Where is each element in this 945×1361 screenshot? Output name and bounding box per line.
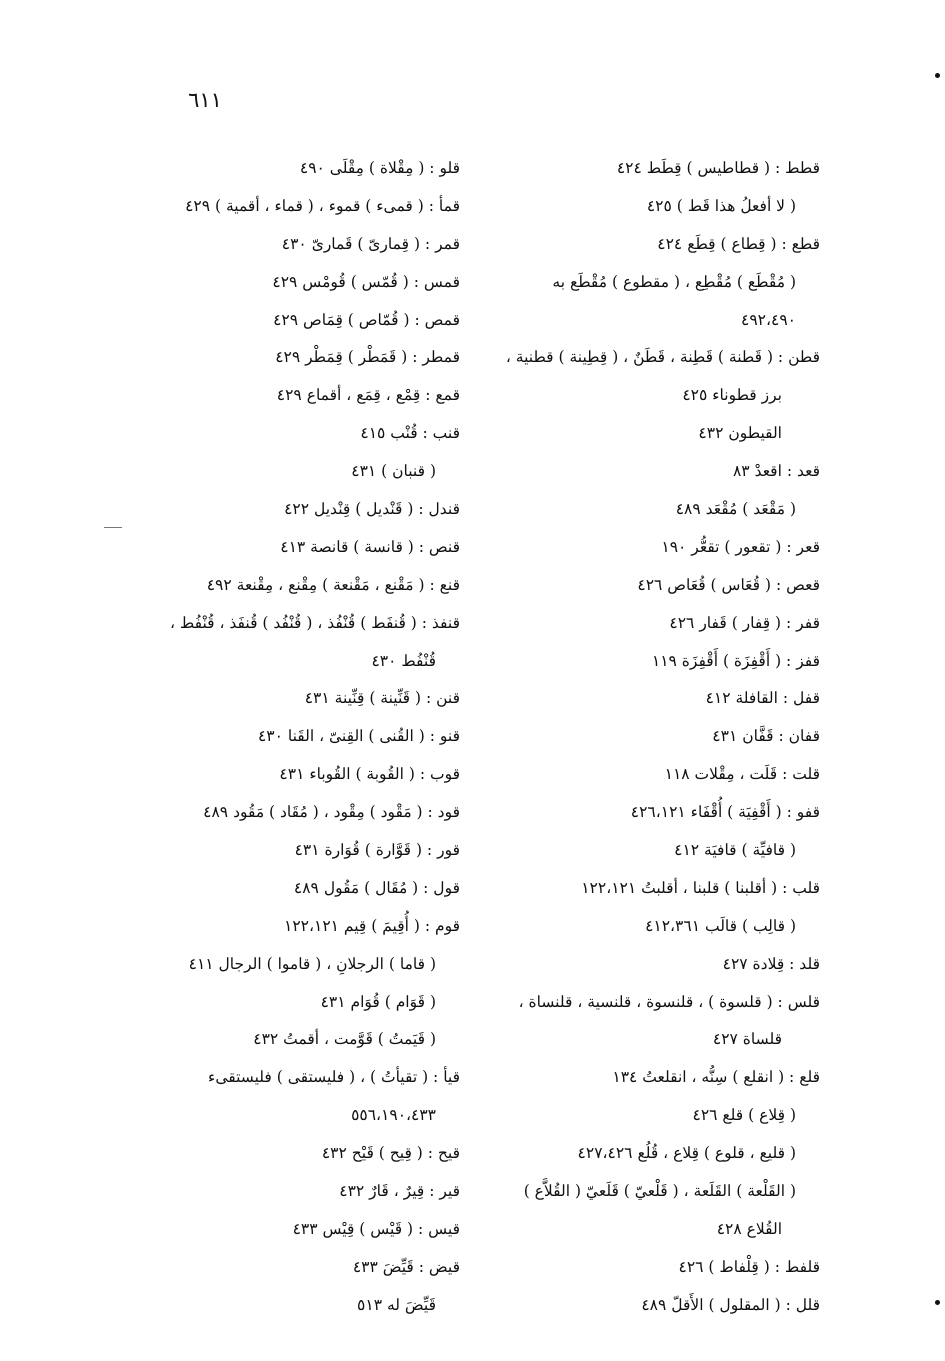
index-entry: قلع : ( انقلع ) سِنُّه ، انقلعتُ ١٣٤ — [612, 1068, 820, 1087]
index-entry: قفو : ( أَقْفِيَة ) أُقْفَاء ٤٢٦،١٢١ — [630, 803, 820, 822]
index-entry: قفز : ( أَقْفِزَة ) أَقْفِزَة ١١٩ — [651, 651, 820, 670]
index-entry: قوم : ( أُقِيمَ ) قِيم ١٢٢،١٢١ — [284, 916, 460, 935]
index-entry: ٤٩٢،٤٩٠ — [741, 310, 796, 329]
index-entry: ٥٥٦،١٩٠،٤٣٣ — [351, 1106, 436, 1125]
index-entry: قول : ( مُقَال ) مَقُول ٤٨٩ — [293, 878, 460, 897]
index-entry: ( قافيِّة ) قافيَة ٤١٢ — [674, 841, 796, 860]
index-entry: قنفذ : ( قُنفَط ) قُنْفُذ ، ( قُنْفُد ) قُنفَذ ، قُنْفُط ، — [169, 613, 460, 632]
index-entry: قنع : ( مَقْنع ، مَقْنعة ) مِقْنع ، مِقْنعة ٤٩٢ — [206, 575, 460, 594]
index-column-left — [140, 150, 460, 1325]
index-entry: القيطون ٤٣٢ — [698, 424, 782, 443]
index-entry: قُنْفُط ٤٣٠ — [371, 651, 436, 670]
index-entry: قفل : القافلة ٤١٢ — [705, 689, 820, 708]
index-entry: ( قاما ) الرجلانِ ، ( قاموا ) الرجال ٤١١ — [188, 954, 436, 973]
index-entry: قود : ( مَقْود ) مِقْود ، ( مُقَاد ) مَقُود ٤٨٩ — [203, 803, 460, 822]
index-entry: قلت : قَلَت ، مِقْلات ١١٨ — [664, 765, 820, 784]
index-entry: القُلاع ٤٢٨ — [716, 1219, 782, 1238]
index-entry: ( قِلاع ) قلع ٤٢٦ — [692, 1106, 796, 1125]
index-entry: قمطر : ( قَمَطْر ) قِمَطْر ٤٢٩ — [275, 348, 460, 367]
index-entry: قيس : ( قَيْس ) قِيْس ٤٣٣ — [292, 1219, 460, 1238]
index-entry: قنن : ( قَنِّينة ) قِنِّينة ٤٣١ — [304, 689, 460, 708]
index-entry: ( قَوَام ) قُوَام ٤٣١ — [320, 992, 436, 1011]
index-entry: ( قَيَمتُ ) قَوَّمت ، أقمتُ ٤٣٢ — [253, 1030, 436, 1049]
index-entry: قمر : ( قِمارىّ ) قَمارىّ ٤٣٠ — [281, 234, 460, 253]
index-entry: قلب : ( أقلبنا ) قلبنا ، أقلبتُ ١٢٢،١٢١ — [581, 878, 820, 897]
index-entry: ( قالِب ) قالَب ٤١٢،٣٦١ — [645, 916, 796, 935]
index-entry: قعد : اقعدْ ٨٣ — [732, 462, 820, 481]
index-entry: قلس : ( قلسوة ) ، قلنسوة ، قلنسية ، قلنساة ، — [518, 992, 820, 1011]
index-entry: قلو : ( مِقْلاة ) مِقْلَى ٤٩٠ — [299, 159, 460, 177]
index-entry: قعص : ( قُعَاس ) قُعَاص ٤٢٦ — [637, 575, 820, 594]
index-entry: قعر : ( تقعور ) تقعُّر ١٩٠ — [661, 537, 820, 556]
index-entry: قوب : ( القُوبة ) القُوباء ٤٣١ — [279, 765, 460, 784]
index-column-right — [500, 150, 820, 1325]
index-entry: قندل : ( قَنْديل ) قِنْديل ٤٢٢ — [284, 500, 460, 519]
index-entry: ( القَلْعة ) القَلَعة ، ( قَلْعيّ ) قَلَعيّ ( القُلاَّع ) — [523, 1182, 796, 1201]
index-entry: برز قطوناء ٤٢٥ — [682, 386, 782, 405]
index-entry: قطع : ( قِطاع ) قِطَع ٤٢٤ — [657, 234, 820, 253]
index-entry: قطن : ( قَطنة ) قَطِنة ، قَطَنٌ ، ( قِطِينة ) قطنية ، — [505, 348, 820, 367]
index-entry: قمس : ( قُمّس ) قُومْس ٤٢٩ — [272, 272, 460, 291]
index-entry: قلل : ( المقلول ) الأَقلّ ٤٨٩ — [641, 1295, 820, 1314]
index-entry: قَيِّضَ له ٥١٣ — [357, 1295, 436, 1314]
index-entry: قنب : قُنْب ٤١٥ — [360, 424, 460, 443]
index-entry: قمص : ( قُمّاص ) قِمَاص ٤٢٩ — [273, 310, 460, 329]
page-number: ٦١١ — [188, 88, 222, 112]
margin-mark-bottom — [935, 1300, 940, 1305]
index-entry: قيض : قَيِّضَ ٤٣٣ — [352, 1257, 460, 1276]
index-entry: ( مُقْطَع ) مُقْطِع ، ( مقطوع ) مُقْطَع به — [552, 272, 796, 291]
index-entry: قفان : قَفَّان ٤٣١ — [712, 727, 820, 746]
index-entry: قيح : ( قِيح ) قَيْح ٤٣٢ — [321, 1144, 460, 1163]
index-entry: ( قليع ، قلوع ) قِلاع ، قُلُع ٤٢٧،٤٢٦ — [577, 1144, 796, 1163]
index-entry: قلد : قِلادة ٤٢٧ — [722, 954, 820, 973]
index-entry: قلساة ٤٢٧ — [712, 1030, 782, 1049]
index-entry: ( مَقْعَد ) مُقْعَد ٤٨٩ — [675, 500, 796, 519]
index-entry: ( لا أفعلُ هذا قَط ) ٤٢٥ — [646, 196, 796, 215]
index-entry: قمأ : ( قمىء ) قموء ، ( قماء ، أقمية ) ٤٢٩ — [185, 196, 460, 215]
margin-mark-top — [935, 73, 940, 78]
margin-rule — [104, 527, 122, 528]
index-entry: قطط : ( قطاطيس ) قِطَط ٤٢٤ — [616, 159, 820, 177]
index-entry: قور : ( قَوَّارة ) قُوَارة ٤٣١ — [294, 841, 460, 860]
index-entry: قيأ : ( تقيأتُ ) ، ( فليستقى ) فليستقىء — [208, 1068, 460, 1087]
index-entry: قنو : ( القُنى ) القِنىّ ، القَنا ٤٣٠ — [257, 727, 460, 746]
index-entry: قير : قِيرٌ ، قَارٌ ٤٣٢ — [339, 1182, 460, 1201]
index-entry: قلفط : ( قِلْفاط ) ٤٢٦ — [678, 1257, 820, 1276]
index-entry: قنص : ( قانسة ) قانصة ٤١٣ — [280, 537, 460, 556]
index-entry: قمع : قِمْع ، قِمَع ، أقماع ٤٢٩ — [276, 386, 460, 405]
index-entry: قفر : ( قِفار ) قَفار ٤٢٦ — [669, 613, 820, 632]
index-entry: ( قنبان ) ٤٣١ — [351, 462, 436, 481]
